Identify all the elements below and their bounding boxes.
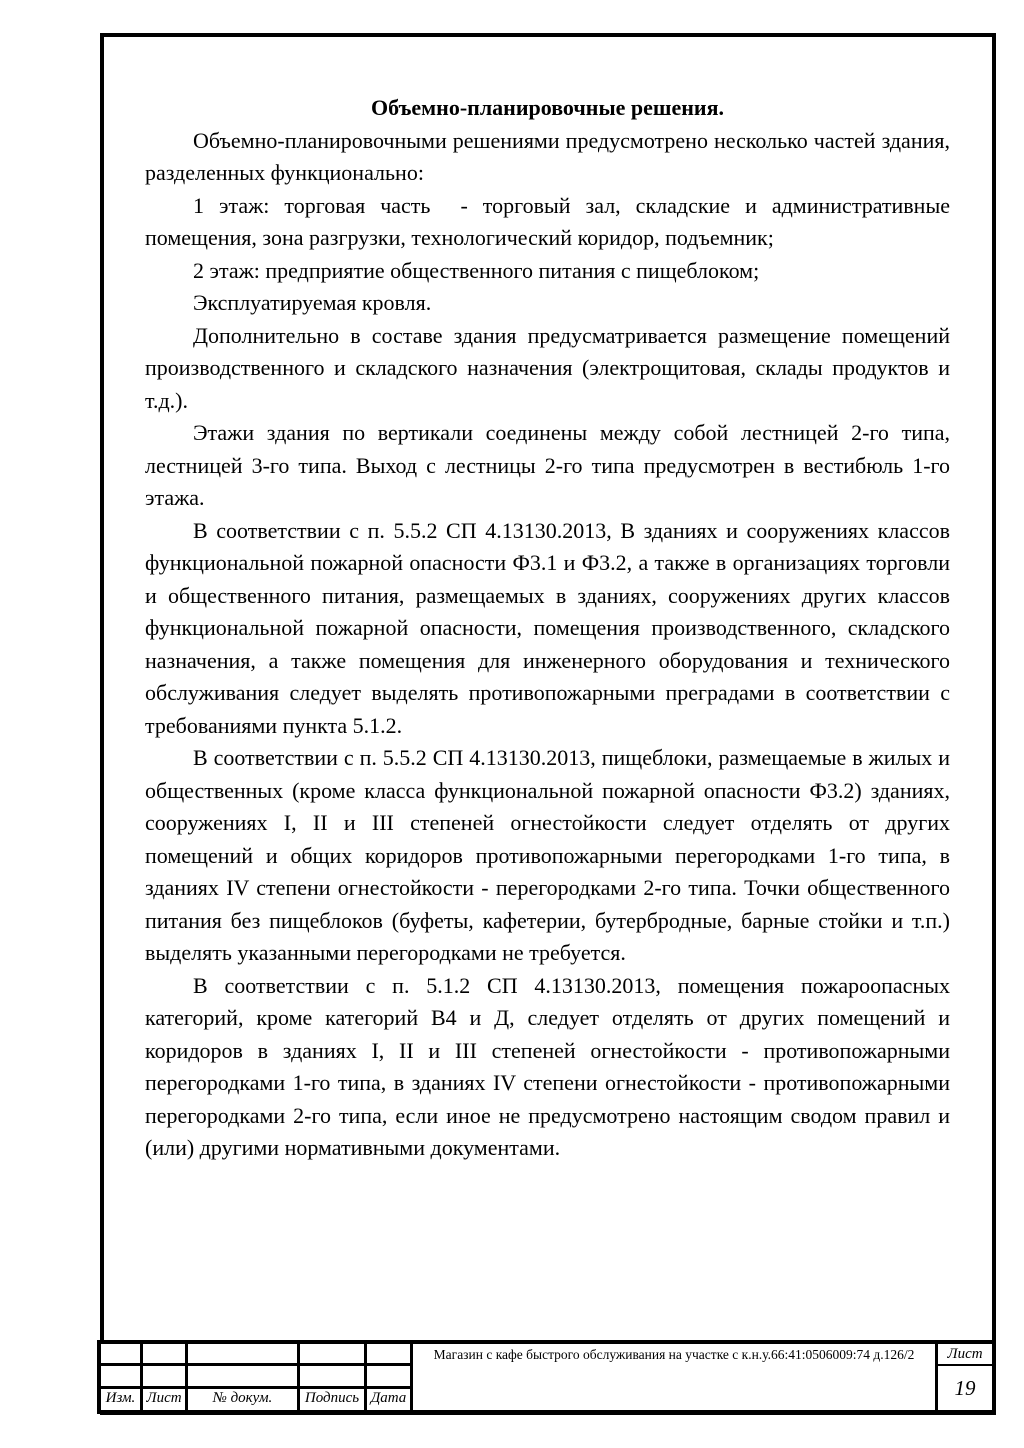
document-content [145, 92, 956, 1165]
paragraph: 2 этаж: предприятие общественного питания с пищеблоком; [193, 257, 760, 283]
paragraph: В соответствии с п. 5.5.2 СП 4.13130.2013, пищеблоки, размещаемые в жилых и общественных (кроме класса функциональной пожарной опасности Ф3.2) зданиях, сооружениях I, II и III степеней огнестойкости следует отделять от других помещений и общих коридоров противопожарными перегородками 1-го типа, в зданиях IV степени огнестойкости - перегородками 2-го типа. Точки общественного питания без пищеблоков (буфеты, кафетерии, бутербродные, барные стойки и т.п.) выделять указанными перегородками не требуется. [145, 745, 956, 965]
stamp-cell [188, 1344, 300, 1366]
project-title: Магазин с кафе быстрого обслуживания на участке с к.н.у.66:41:0506009:74 д.126/2 [413, 1344, 938, 1410]
section-title: Объемно-планировочные решения. [371, 95, 724, 120]
stamp-cell [367, 1344, 413, 1366]
stamp-label-list: Лист [143, 1389, 188, 1410]
paragraph: Эксплуатируемая кровля. [193, 290, 432, 315]
stamp-cell [300, 1366, 367, 1389]
stamp-label-izm: Изм. [101, 1389, 143, 1410]
paragraph: 1 этаж: торговая часть - торговый зал, складские и административные помещения, зона разгрузки, технологический коридор, подъемник; [145, 192, 956, 250]
stamp-label-podpis: Подпись [300, 1389, 367, 1410]
stamp-cell [367, 1366, 413, 1389]
stamp-cell [300, 1344, 367, 1366]
page-frame [100, 33, 996, 1415]
paragraph: Этажи здания по вертикали соединены между собой лестницей 2-го типа, лестницей 3-го типа. Выход с лестницы 2-го типа предусмотрен в вестибюль 1-го этажа. [145, 420, 956, 510]
stamp-cell [143, 1344, 188, 1366]
stamp-label-dokum: № докум. [188, 1389, 300, 1410]
paragraph: Дополнительно в составе здания предусматривается размещение помещений производственного и складского назначения (электрощитовая, склады продуктов и т.д.). [145, 322, 956, 413]
stamp-cell [101, 1366, 143, 1389]
sheet-label: Лист [938, 1344, 992, 1366]
stamp-label-data: Дата [367, 1389, 413, 1410]
sheet-number: 19 [954, 1375, 976, 1400]
paragraph: Объемно-планировочными решениями предусмотрено несколько частей здания, разделенных функционально: [145, 127, 956, 185]
stamp-cell [143, 1366, 188, 1389]
stamp-cell [101, 1344, 143, 1366]
paragraph: В соответствии с п. 5.5.2 СП 4.13130.2013, В зданиях и сооружениях классов функциональной пожарной опасности Ф3.1 и Ф3.2, а также в организациях торговли и общественного питания, размещаемых в зданиях, сооружениях других классов функциональной пожарной опасности, помещения производственного, складского назначения, а также помещения для инженерного оборудования и технического обслуживания следует выделять противопожарными преградами в соответствии с требованиями пункта 5.1.2. [145, 517, 956, 738]
stamp-cell [188, 1366, 300, 1389]
title-block [97, 1340, 996, 1414]
paragraph: В соответствии с п. 5.1.2 СП 4.13130.2013, помещения пожароопасных категорий, кроме категорий В4 и Д, следует отделять от других помещений и коридоров в зданиях I, II и III степеней огнестойкости - противопожарными перегородками 1-го типа, в зданиях IV степени огнестойкости - противопожарными перегородками 2-го типа, если иное не предусмотрено настоящим сводом правил и (или) другими нормативными документами. [145, 972, 956, 1160]
